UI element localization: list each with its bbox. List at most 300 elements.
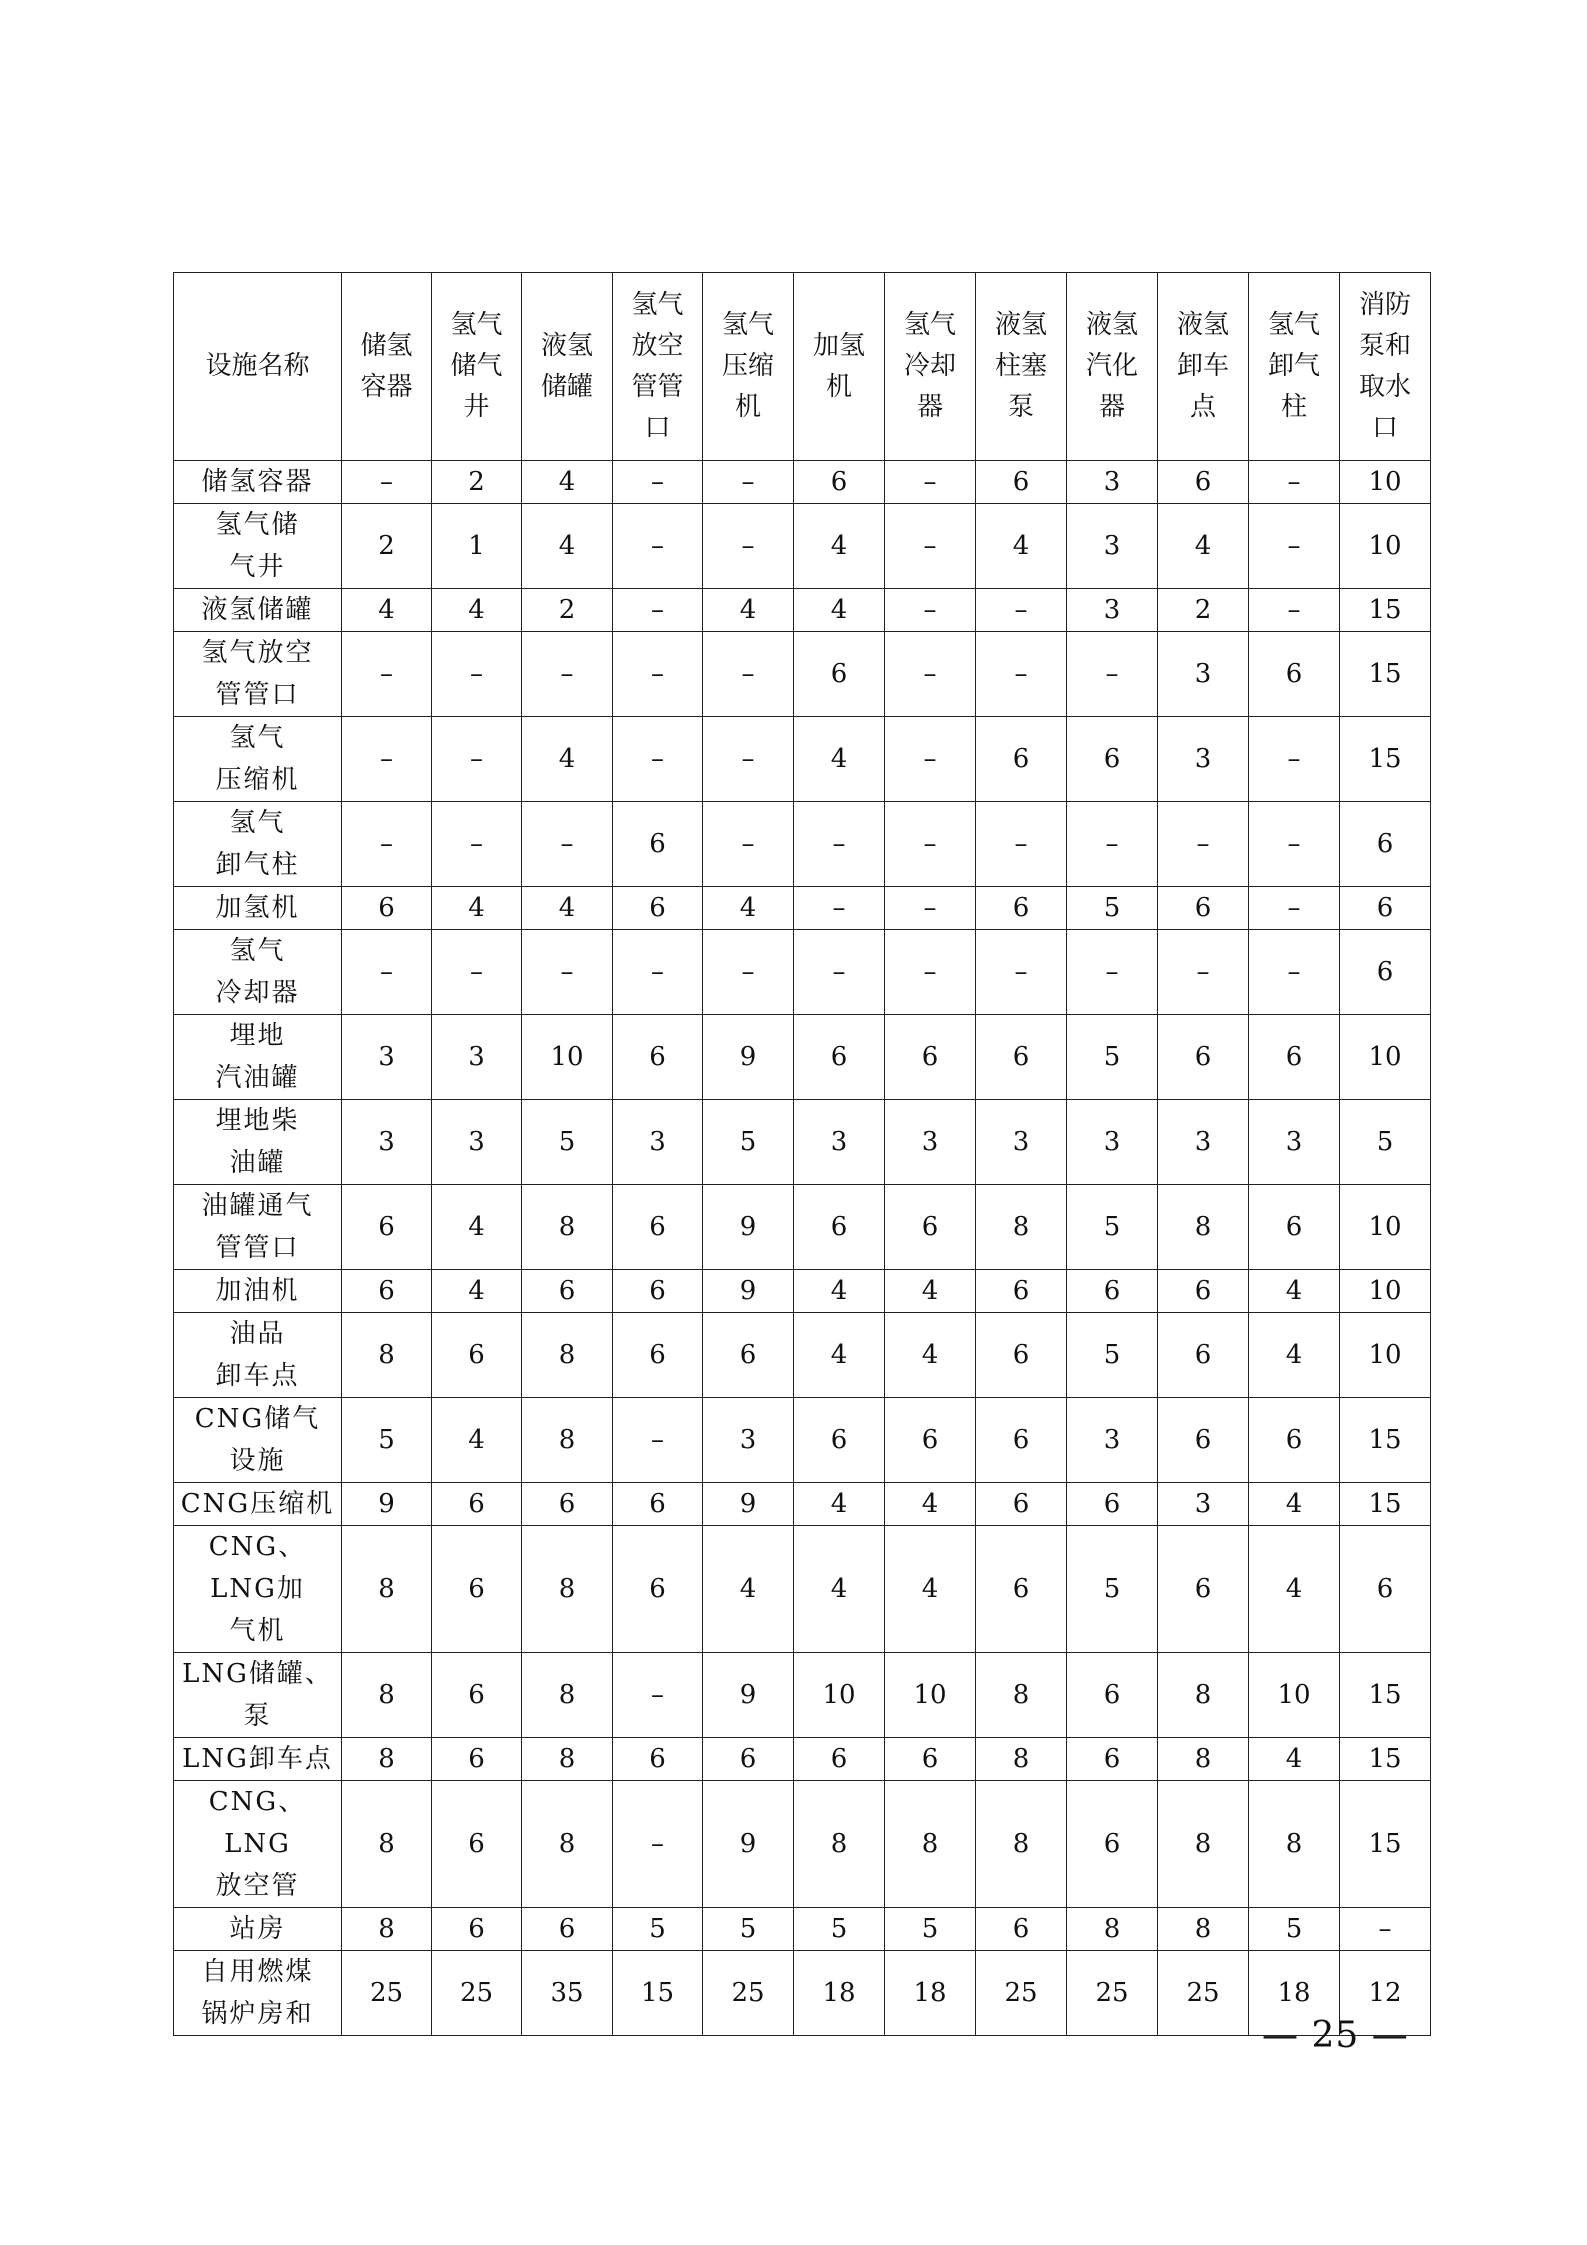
table-cell: 4: [432, 589, 522, 632]
table-row: [174, 1100, 1431, 1185]
table-cell: –: [613, 589, 703, 632]
table-cell: 8: [522, 1781, 613, 1908]
header-line: 柱: [1280, 392, 1307, 422]
table-cell: –: [1067, 632, 1158, 717]
table-cell: 9: [342, 1483, 432, 1526]
table-cell: 25: [1067, 1951, 1158, 2036]
table-cell: 3: [1158, 1483, 1249, 1526]
table-cell: 5: [522, 1100, 613, 1185]
table-cell: 4: [794, 717, 885, 802]
header-line: 储罐: [540, 371, 593, 402]
facility-name-line: CNG、LNG: [208, 1787, 307, 1859]
table-cell: –: [885, 589, 976, 632]
table-cell: 6: [976, 461, 1067, 504]
row-facility-name: [174, 1015, 342, 1100]
table-cell: –: [703, 504, 794, 589]
table-cell: 6: [1158, 1526, 1249, 1653]
table-cell: 5: [703, 1908, 794, 1951]
header-line: 口: [1371, 412, 1398, 443]
table-cell: 8: [885, 1781, 976, 1908]
header-line: 机: [825, 371, 852, 402]
table-cell: 6: [976, 1908, 1067, 1951]
column-header: [976, 273, 1067, 461]
table-row: [174, 1270, 1431, 1313]
facility-name-line: 油罐: [229, 1148, 286, 1178]
table-cell: 15: [1340, 589, 1431, 632]
table-cell: 6: [1158, 1313, 1249, 1398]
table-cell: 15: [1340, 632, 1431, 717]
table-cell: 8: [976, 1653, 1067, 1738]
table-cell: 8: [1158, 1781, 1249, 1908]
facility-name-line: 储氢容器: [201, 467, 314, 497]
table-cell: 15: [1340, 1483, 1431, 1526]
table-cell: –: [522, 802, 613, 887]
table-cell: –: [342, 930, 432, 1015]
header-line: 放空: [631, 330, 684, 361]
table-cell: 3: [703, 1398, 794, 1483]
table-cell: 3: [342, 1015, 432, 1100]
column-header: [885, 273, 976, 461]
facility-name-line: 管管口: [215, 1233, 300, 1263]
row-facility-name: [174, 887, 342, 930]
facility-name-line: LNG储罐、: [182, 1659, 333, 1689]
table-cell: 8: [522, 1185, 613, 1270]
table-cell: 4: [522, 461, 613, 504]
column-header: [1158, 273, 1249, 461]
header-line: 液氢: [1085, 310, 1138, 340]
table-cell: 15: [1340, 1653, 1431, 1738]
facility-name-line: 卸车点: [215, 1361, 300, 1391]
table-cell: 15: [613, 1951, 703, 2036]
table-cell: 8: [976, 1185, 1067, 1270]
row-facility-name: [174, 1653, 342, 1738]
column-header: [1067, 273, 1158, 461]
table-cell: 6: [794, 632, 885, 717]
table-cell: 8: [342, 1313, 432, 1398]
table-cell: 6: [342, 1270, 432, 1313]
table-cell: –: [1067, 930, 1158, 1015]
table-cell: 6: [976, 1398, 1067, 1483]
table-cell: 6: [1067, 1738, 1158, 1781]
table-cell: 8: [1249, 1781, 1340, 1908]
table-cell: 4: [885, 1313, 976, 1398]
table-cell: 6: [1249, 1398, 1340, 1483]
table-cell: 2: [342, 504, 432, 589]
table-cell: 8: [522, 1313, 613, 1398]
table-cell: 15: [1340, 1398, 1431, 1483]
table-cell: 4: [1158, 504, 1249, 589]
table-cell: 4: [1249, 1270, 1340, 1313]
table-cell: 4: [703, 887, 794, 930]
table-cell: –: [885, 930, 976, 1015]
table-cell: 6: [1249, 632, 1340, 717]
table-cell: 8: [1158, 1908, 1249, 1951]
table-cell: 6: [1340, 930, 1431, 1015]
table-cell: –: [432, 632, 522, 717]
table-cell: –: [342, 717, 432, 802]
header-line: 氢气: [903, 310, 956, 340]
table-cell: 6: [432, 1908, 522, 1951]
column-header: [703, 273, 794, 461]
row-facility-name: [174, 1100, 342, 1185]
spacing-table: [173, 272, 1431, 2036]
table-cell: 6: [613, 1185, 703, 1270]
facility-name-line: 埋地柴: [215, 1106, 300, 1136]
facility-name-line: 氢气: [229, 936, 286, 966]
table-cell: 3: [432, 1015, 522, 1100]
table-cell: 2: [1158, 589, 1249, 632]
row-facility-name: [174, 717, 342, 802]
table-body: [174, 461, 1431, 2036]
table-header-row: [174, 273, 1431, 461]
table-row: [174, 1185, 1431, 1270]
header-line: 液氢: [1176, 310, 1229, 340]
table-cell: 6: [794, 1015, 885, 1100]
header-line: 机: [734, 392, 761, 422]
table-cell: 3: [885, 1100, 976, 1185]
facility-name-line: 设施: [229, 1446, 286, 1476]
table-cell: 4: [794, 1526, 885, 1653]
table-cell: 5: [1340, 1100, 1431, 1185]
table-cell: 4: [1249, 1313, 1340, 1398]
table-cell: –: [1249, 589, 1340, 632]
table-cell: 8: [976, 1781, 1067, 1908]
table-cell: 18: [794, 1951, 885, 2036]
table-cell: –: [794, 802, 885, 887]
page-number: — 25 —: [1262, 2015, 1409, 2056]
table-cell: –: [1340, 1908, 1431, 1951]
table-cell: 6: [1158, 1015, 1249, 1100]
header-line: 液氢: [994, 310, 1047, 340]
header-line: 管管: [631, 371, 684, 402]
table-cell: 5: [342, 1398, 432, 1483]
row-facility-name: [174, 504, 342, 589]
table-cell: 8: [794, 1781, 885, 1908]
table-cell: 4: [1249, 1483, 1340, 1526]
column-header: [1340, 273, 1431, 461]
table-cell: 6: [1067, 717, 1158, 802]
header-line: 卸气: [1267, 351, 1320, 381]
table-cell: 6: [432, 1781, 522, 1908]
table-cell: 5: [1249, 1908, 1340, 1951]
facility-name-line: 氢气: [229, 808, 286, 838]
table-cell: –: [613, 1781, 703, 1908]
header-line: 泵: [1007, 392, 1034, 422]
table-cell: 25: [976, 1951, 1067, 2036]
table-cell: 6: [613, 1483, 703, 1526]
table-cell: –: [613, 717, 703, 802]
column-header: [794, 273, 885, 461]
facility-name-line: LNG卸车点: [182, 1744, 333, 1774]
table-cell: 6: [432, 1653, 522, 1738]
table-cell: 6: [613, 802, 703, 887]
header-line: 点: [1189, 392, 1216, 422]
table-cell: 4: [794, 1313, 885, 1398]
table-cell: 3: [1158, 717, 1249, 802]
row-facility-name: [174, 1185, 342, 1270]
table-cell: 6: [1249, 1185, 1340, 1270]
table-cell: 15: [1340, 1738, 1431, 1781]
table-cell: –: [703, 930, 794, 1015]
header-facility-name: [174, 273, 342, 461]
table-cell: 6: [976, 887, 1067, 930]
header-line: 取水: [1358, 371, 1411, 402]
table-cell: 6: [794, 461, 885, 504]
table-cell: 6: [976, 717, 1067, 802]
table-cell: 6: [1067, 1270, 1158, 1313]
table-cell: 9: [703, 1483, 794, 1526]
row-facility-name: [174, 802, 342, 887]
table-cell: 18: [1249, 1951, 1340, 2036]
table-row: [174, 1951, 1431, 2036]
table-cell: 8: [522, 1738, 613, 1781]
table-cell: –: [885, 504, 976, 589]
table-cell: 6: [1340, 802, 1431, 887]
facility-name-line: 卸气柱: [215, 850, 300, 880]
table-cell: 8: [1158, 1185, 1249, 1270]
table-cell: –: [613, 1398, 703, 1483]
facility-name-line: 冷却器: [215, 978, 300, 1008]
table-cell: 6: [613, 1526, 703, 1653]
facility-name-line: 埋地: [229, 1021, 286, 1051]
row-facility-name: [174, 930, 342, 1015]
header-line: 消防: [1358, 289, 1411, 320]
table-cell: 8: [1158, 1738, 1249, 1781]
table-cell: 15: [1340, 1781, 1431, 1908]
table-cell: 6: [976, 1313, 1067, 1398]
table-cell: 6: [342, 887, 432, 930]
table-cell: 3: [976, 1100, 1067, 1185]
table-cell: 3: [613, 1100, 703, 1185]
row-facility-name: [174, 1908, 342, 1951]
table-cell: 9: [703, 1015, 794, 1100]
facility-name-line: 汽油罐: [215, 1063, 300, 1093]
table-cell: –: [1249, 930, 1340, 1015]
table-cell: 10: [522, 1015, 613, 1100]
row-facility-name: [174, 461, 342, 504]
table-cell: –: [885, 802, 976, 887]
table-cell: 10: [885, 1653, 976, 1738]
facility-name-line: 液氢储罐: [201, 595, 314, 625]
header-line: 柱塞: [994, 351, 1047, 381]
facility-name-line: 加氢机: [215, 893, 300, 923]
facility-name-line: 站房: [229, 1914, 286, 1944]
table-cell: 8: [342, 1526, 432, 1653]
row-facility-name: [174, 1526, 342, 1653]
table-cell: 3: [1158, 632, 1249, 717]
table-cell: 8: [1158, 1653, 1249, 1738]
header-line: 氢气: [631, 289, 684, 320]
table-cell: 6: [976, 1483, 1067, 1526]
table-cell: 8: [1067, 1908, 1158, 1951]
table-cell: 5: [703, 1100, 794, 1185]
header-line: 压缩: [721, 351, 774, 381]
table-cell: 10: [1249, 1653, 1340, 1738]
table-cell: 6: [885, 1185, 976, 1270]
table-cell: 3: [1067, 1100, 1158, 1185]
table-cell: –: [613, 632, 703, 717]
facility-name-line: 氢气放空: [201, 638, 314, 668]
facility-name-line: 氢气储: [215, 510, 300, 540]
column-header: [613, 273, 703, 461]
table-cell: –: [1249, 717, 1340, 802]
table-cell: 6: [703, 1738, 794, 1781]
table-cell: –: [1249, 504, 1340, 589]
table-cell: 6: [1158, 1398, 1249, 1483]
column-header: [1249, 273, 1340, 461]
table-cell: 6: [976, 1270, 1067, 1313]
facility-name-line: 油品: [229, 1319, 286, 1349]
table-cell: 4: [794, 1270, 885, 1313]
table-cell: 10: [1340, 461, 1431, 504]
table-cell: 8: [342, 1738, 432, 1781]
table-cell: 10: [794, 1653, 885, 1738]
table-cell: 9: [703, 1185, 794, 1270]
table-cell: 6: [522, 1483, 613, 1526]
table-cell: 3: [1067, 1398, 1158, 1483]
table-cell: –: [1249, 461, 1340, 504]
table-cell: 4: [432, 1185, 522, 1270]
table-cell: 25: [703, 1951, 794, 2036]
table-cell: –: [342, 802, 432, 887]
table-cell: –: [1249, 802, 1340, 887]
table-cell: –: [613, 930, 703, 1015]
table-cell: –: [342, 461, 432, 504]
table-cell: 2: [522, 589, 613, 632]
table-cell: 6: [1158, 887, 1249, 930]
table-cell: 6: [885, 1738, 976, 1781]
row-facility-name: [174, 1781, 342, 1908]
header-line: 储氢: [360, 330, 413, 361]
table-cell: –: [342, 632, 432, 717]
table-cell: 8: [522, 1398, 613, 1483]
header-line: 容器: [360, 371, 413, 402]
table-cell: 4: [794, 504, 885, 589]
header-line: 加氢: [812, 330, 865, 361]
table-cell: 6: [976, 1526, 1067, 1653]
table-cell: 5: [1067, 1185, 1158, 1270]
table-cell: 8: [522, 1653, 613, 1738]
table-cell: 10: [1340, 1015, 1431, 1100]
table-cell: 9: [703, 1653, 794, 1738]
table-cell: –: [613, 461, 703, 504]
table-row: [174, 1526, 1431, 1653]
table-row: [174, 1738, 1431, 1781]
header-line: 卸车: [1176, 351, 1229, 381]
header-line: 汽化: [1085, 351, 1138, 381]
table-cell: 6: [522, 1908, 613, 1951]
header-line: 氢气: [450, 310, 503, 340]
table-cell: 6: [976, 1015, 1067, 1100]
table-cell: 4: [1249, 1526, 1340, 1653]
table-cell: 4: [1249, 1738, 1340, 1781]
column-header: [432, 273, 522, 461]
table-cell: 4: [976, 504, 1067, 589]
header-line: 氢气: [1267, 310, 1320, 340]
table-cell: 6: [1067, 1483, 1158, 1526]
table-cell: –: [432, 930, 522, 1015]
table-cell: 9: [703, 1781, 794, 1908]
table-cell: 3: [1158, 1100, 1249, 1185]
table-row: [174, 717, 1431, 802]
table-cell: 5: [1067, 887, 1158, 930]
header-line: 设施名称: [205, 351, 310, 381]
facility-name-line: 油罐通气: [201, 1191, 314, 1221]
table-cell: 5: [885, 1908, 976, 1951]
table-cell: 4: [522, 504, 613, 589]
table-cell: –: [522, 632, 613, 717]
table-cell: 6: [794, 1398, 885, 1483]
table-cell: 8: [976, 1738, 1067, 1781]
table-cell: 5: [1067, 1526, 1158, 1653]
table-cell: 4: [703, 589, 794, 632]
table-cell: 6: [613, 887, 703, 930]
table-row: [174, 1781, 1431, 1908]
table-cell: 4: [794, 1483, 885, 1526]
table-cell: –: [885, 461, 976, 504]
table-cell: 6: [1158, 461, 1249, 504]
column-header: [342, 273, 432, 461]
table-cell: –: [1249, 887, 1340, 930]
table-cell: 6: [1340, 1526, 1431, 1653]
table-cell: 8: [342, 1781, 432, 1908]
table-cell: –: [794, 887, 885, 930]
facility-name-line: CNG储气: [194, 1404, 321, 1434]
facility-name-line: 管管口: [215, 680, 300, 710]
row-facility-name: [174, 632, 342, 717]
table-cell: 10: [1340, 504, 1431, 589]
table-cell: 6: [522, 1270, 613, 1313]
table-cell: 6: [613, 1738, 703, 1781]
table-cell: –: [703, 632, 794, 717]
table-cell: 6: [1158, 1270, 1249, 1313]
table-cell: 8: [522, 1526, 613, 1653]
table-cell: 12: [1340, 1951, 1431, 2036]
table-cell: 10: [1340, 1270, 1431, 1313]
table-cell: 6: [432, 1738, 522, 1781]
header-line: 口: [644, 412, 671, 443]
table-cell: –: [885, 632, 976, 717]
row-facility-name: [174, 1313, 342, 1398]
table-cell: –: [1158, 802, 1249, 887]
table-cell: –: [976, 930, 1067, 1015]
facility-name-line: CNG压缩机: [180, 1489, 335, 1519]
header-line: 冷却: [903, 351, 956, 381]
table-cell: 4: [794, 589, 885, 632]
facility-name-line: 锅炉房和: [201, 1999, 314, 2029]
table-cell: 5: [794, 1908, 885, 1951]
table-cell: 9: [703, 1270, 794, 1313]
table-row: [174, 461, 1431, 504]
table-cell: –: [1158, 930, 1249, 1015]
table-row: [174, 930, 1431, 1015]
table-row: [174, 1398, 1431, 1483]
table-cell: 15: [1340, 717, 1431, 802]
table-cell: 4: [432, 887, 522, 930]
table-cell: –: [703, 461, 794, 504]
header-line: 泵和: [1358, 330, 1411, 361]
facility-name-line: 放空管: [215, 1871, 300, 1901]
row-facility-name: [174, 1738, 342, 1781]
table-cell: 6: [794, 1185, 885, 1270]
table-cell: 6: [432, 1313, 522, 1398]
table-row: [174, 632, 1431, 717]
table-row: [174, 504, 1431, 589]
table-cell: 25: [1158, 1951, 1249, 2036]
header-line: 器: [916, 392, 943, 422]
table-cell: 4: [885, 1526, 976, 1653]
table-cell: 6: [432, 1483, 522, 1526]
